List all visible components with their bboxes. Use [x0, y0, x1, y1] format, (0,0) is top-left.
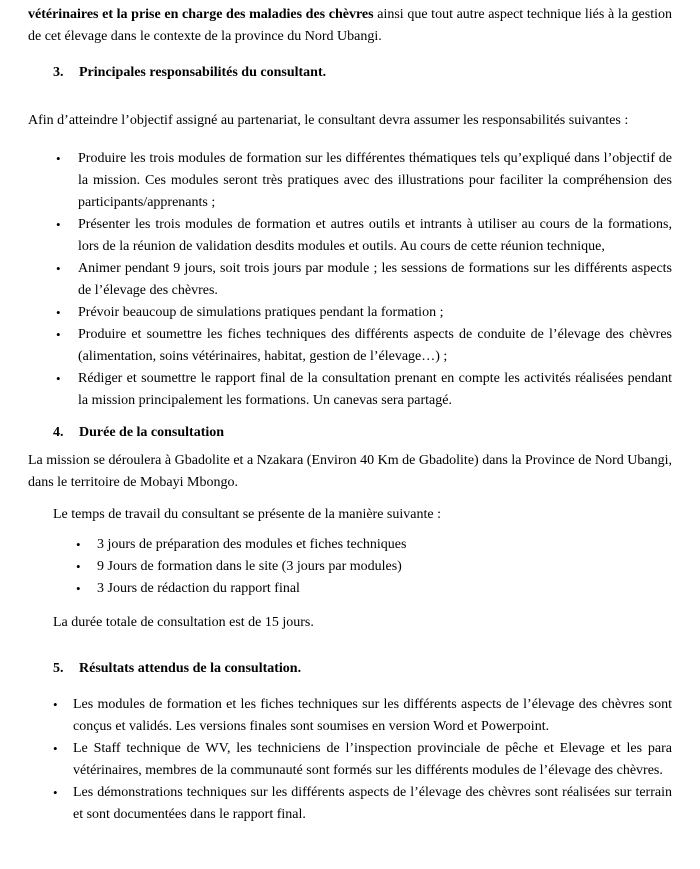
section-5-heading: [53, 658, 672, 680]
list-item: [28, 148, 672, 214]
list-item-text: Produire et soumettre les fiches techniques des différents aspects de conduite de l’élevage des chèvres (alimentation, soins vétérinaires, habitat, gestion de l’élevage…) ;: [78, 327, 672, 364]
list-item-text: Les démonstrations techniques sur les différents aspects de l’élevage des chèvres sont réalisées sur terrain et sont documentées dans le rapport final.: [73, 785, 672, 822]
intro-bold-text: vétérinaires et la prise en charge des maladies des chèvres: [28, 7, 374, 22]
section-4-heading: [53, 422, 672, 444]
bullet-icon: •: [56, 371, 61, 386]
section-3-bullet-list: [28, 148, 672, 412]
section-4-number: 4.: [53, 425, 64, 440]
bullet-icon: •: [56, 151, 61, 166]
list-item-text: Animer pendant 9 jours, soit trois jours par module ; les sessions de formations sur les différents aspects de l’élevage des chèvres.: [78, 261, 672, 298]
bullet-icon: •: [56, 217, 61, 232]
list-item-text: Les modules de formation et les fiches techniques sur les différents aspects de l’élevage des chèvres sont conçus et validés. Les versions finales sont soumises en version Word et Powerpoint.: [73, 697, 672, 734]
list-item: [28, 534, 672, 556]
bullet-icon: •: [53, 785, 58, 800]
list-item: [28, 694, 672, 738]
intro-rest-text: ainsi que tout autre aspect technique liés à la gestion de cet élevage dans le contexte de la province du Nord Ubangi.: [28, 7, 672, 44]
list-item: [28, 578, 672, 600]
list-item: [28, 258, 672, 302]
list-item: [28, 368, 672, 412]
list-item: [28, 556, 672, 578]
section-4-total-paragraph: La durée totale de consultation est de 15 jours.: [53, 615, 314, 630]
section-3-number: 3.: [53, 65, 64, 80]
section-4-bullet-list: [28, 534, 672, 600]
section-4-title: Durée de la consultation: [79, 425, 225, 440]
list-item-text: 3 jours de préparation des modules et fiches techniques: [97, 537, 407, 552]
bullet-icon: •: [53, 697, 58, 712]
list-item: [28, 324, 672, 368]
list-item-text: 3 Jours de rédaction du rapport final: [97, 581, 300, 596]
list-item-text: Le Staff technique de WV, les techniciens de l’inspection provinciale de pêche et Elevage et les para vétérinaires, membres de la communauté sont formés sur les différents modules de l’élevage des chèvres.: [73, 741, 672, 778]
section-3-title: Principales responsabilités du consultant.: [79, 65, 327, 80]
bullet-icon: •: [76, 537, 81, 552]
list-item-text: Produire les trois modules de formation sur les différentes thématiques tels qu’expliqué dans l’objectif de la mission. Ces modules seront très pratiques avec des illustrations pour faciliter la compréhension des participants/apprenants ;: [78, 151, 672, 210]
bullet-icon: •: [56, 261, 61, 276]
section-4-mission-paragraph: La mission se déroulera à Gbadolite et a Nzakara (Environ 40 Km de Gbadolite) dans la Province de Nord Ubangi, dans le territoire de Mobayi Mbongo.: [28, 453, 672, 490]
list-item-text: Présenter les trois modules de formation et autres outils et intrants à utiliser au cours de la formations, lors de la réunion de validation desdits modules et outils. Au cours de cette réunion technique,: [78, 217, 672, 254]
list-item-text: Rédiger et soumettre le rapport final de la consultation prenant en compte les activités réalisées pendant la mission principalement les formations. Un canevas sera partagé.: [78, 371, 672, 408]
list-item: [28, 738, 672, 782]
bullet-icon: •: [56, 327, 61, 342]
list-item-text: 9 Jours de formation dans le site (3 jours par modules): [97, 559, 402, 574]
section-5-bullet-list: [28, 694, 672, 826]
list-item: [28, 214, 672, 258]
bullet-icon: •: [76, 559, 81, 574]
bullet-icon: •: [53, 741, 58, 756]
list-item-text: Prévoir beaucoup de simulations pratiques pendant la formation ;: [78, 305, 444, 320]
bullet-icon: •: [76, 581, 81, 596]
section-4-time-paragraph: Le temps de travail du consultant se présente de la manière suivante :: [53, 507, 441, 522]
section-3-heading: [53, 62, 672, 84]
section-5-number: 5.: [53, 661, 64, 676]
section-3-lead-paragraph: Afin d’atteindre l’objectif assigné au partenariat, le consultant devra assumer les responsabilités suivantes :: [28, 113, 629, 128]
list-item: [28, 782, 672, 826]
bullet-icon: •: [56, 305, 61, 320]
list-item: [28, 302, 672, 324]
intro-paragraph: [28, 4, 672, 48]
section-5-title: Résultats attendus de la consultation.: [79, 661, 302, 676]
